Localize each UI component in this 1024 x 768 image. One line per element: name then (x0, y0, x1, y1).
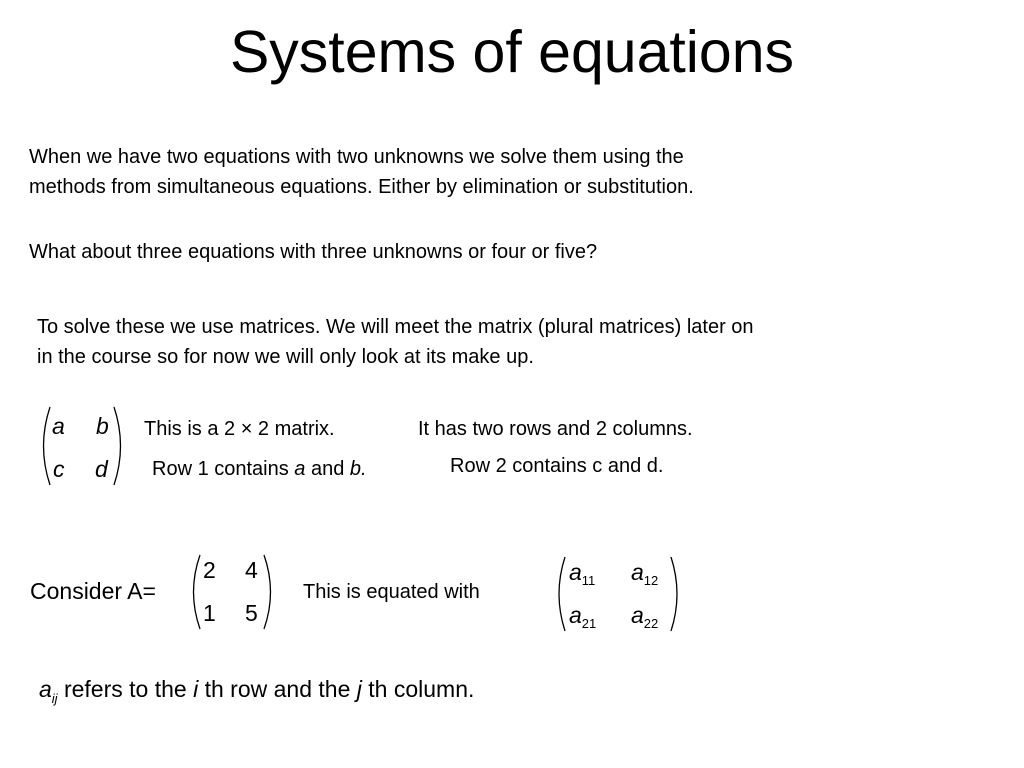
row1-prefix: Row 1 contains (152, 458, 295, 480)
row1-description (152, 458, 367, 481)
general-matrix (36, 404, 128, 488)
entry-base: a (631, 602, 644, 628)
matrix-entry-c: c (53, 456, 65, 482)
intro-paragraph (29, 142, 694, 202)
matrix-rows-cols-text: It has two rows and 2 columns. (418, 418, 693, 440)
row1-var-b: b. (349, 458, 367, 480)
matrix-entry-b: b (96, 413, 109, 439)
notation-text-2: th row and the (198, 676, 357, 702)
symbolic-entry-a22 (631, 602, 658, 629)
matrix-entry-d: d (95, 456, 108, 482)
equated-text: This is equated with (303, 581, 480, 603)
entry-subscript: 12 (643, 573, 659, 588)
example-entry-r1c1: 2 (203, 557, 216, 583)
example-matrix (186, 552, 278, 632)
row1-var-a: a (294, 458, 306, 480)
notation-symbol-subscript: ij (51, 691, 58, 706)
slide-title: Systems of equations (229, 19, 795, 85)
example-entry-r2c1: 1 (203, 600, 216, 626)
row1-and: and (305, 458, 350, 480)
symbolic-entry-a21 (569, 602, 596, 629)
matrices-intro-paragraph (37, 312, 754, 372)
row2-description: Row 2 contains c and d. (450, 455, 664, 477)
intro-line-2: methods from simultaneous equations. Either by elimination or substitution. (29, 176, 694, 198)
matrix-size-text: This is a 2 × 2 matrix. (144, 418, 335, 440)
entry-subscript: 22 (643, 616, 659, 631)
entry-subscript: 11 (581, 573, 596, 588)
matrix-brackets (36, 404, 128, 488)
entry-base: a (631, 559, 644, 585)
matrices-intro-line-2: in the course so for now we will only look at its make up. (37, 346, 534, 368)
example-entry-r2c2: 5 (245, 600, 258, 626)
notation-text-3: th column. (361, 676, 475, 702)
matrix-entry-a: a (52, 413, 65, 439)
notation-symbol (39, 676, 58, 706)
notation-line (39, 676, 475, 706)
intro-line-1: When we have two equations with two unknowns we solve them using the (29, 146, 684, 168)
symbolic-entry-a12 (631, 559, 658, 586)
question-text: What about three equations with three unknowns or four or five? (29, 241, 598, 263)
matrices-intro-line-1: To solve these we use matrices. We will meet the matrix (plural matrices) later on (37, 316, 754, 338)
notation-text-1: refers to the (57, 676, 194, 702)
entry-subscript: 21 (581, 616, 597, 631)
symbolic-entry-a11 (569, 559, 595, 586)
notation-j: j (356, 676, 362, 702)
example-entry-r1c2: 4 (245, 557, 258, 583)
entry-base: a (569, 602, 582, 628)
consider-label: Consider A= (30, 578, 156, 604)
notation-i: i (193, 676, 199, 702)
entry-base: a (569, 559, 582, 585)
example-matrix-brackets (186, 552, 278, 632)
notation-symbol-base: a (39, 676, 52, 702)
symbolic-matrix (553, 554, 683, 634)
